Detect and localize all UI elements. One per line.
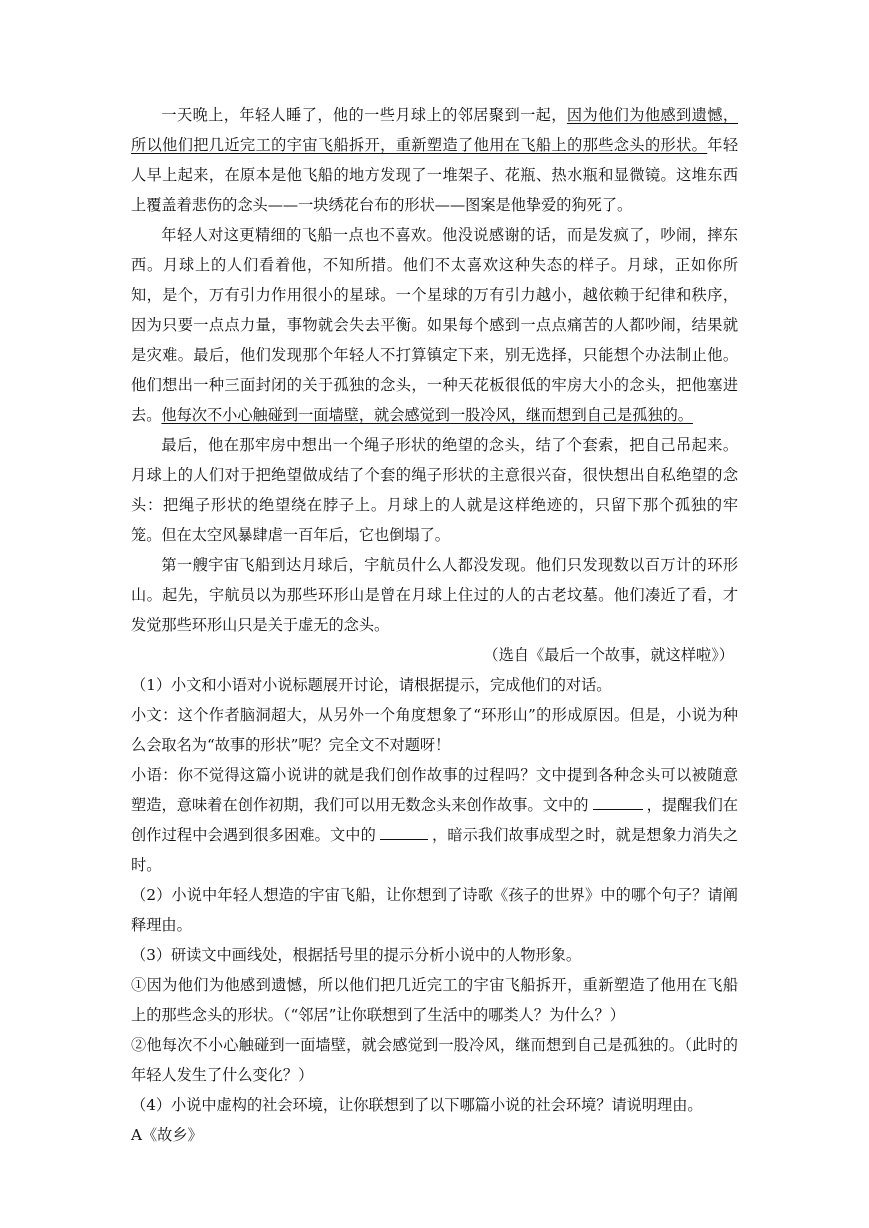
story-paragraph-2 (131, 220, 738, 430)
question-2: （2）小说中年轻人想造的宇宙飞船，让你想到了诗歌《孩子的世界》中的哪个句子？请阐释理由。 (131, 886, 738, 934)
question-3-item-1: ①因为他们为他感到遗憾，所以他们把几近完工的宇宙飞船拆开，重新塑造了他用在飞船上的那些念头的形状。（“邻居”让你联想到了生活中的哪类人？为什么？） (131, 976, 738, 1024)
story-paragraph-3: 最后，他在那牢房中想出一个绳子形状的绝望的念头，结了个套索，把自己吊起来。月球上的人们对于把绝望做成结了个套的绳子形状的主意很兴奋，很快想出自私绝望的念头：把绳子形状的绝望绕在脖子上。月球上的人就是这样绝迹的，只留下那个孤独的牢笼。但在太空风暴肆虐一百年后，它也倒塌了。 (131, 436, 738, 544)
text-run: ，暗示我们故事成型之时，就是想象力消失之时。 (131, 826, 739, 874)
source-citation: （选自《最后一个故事，就这样啦》） (483, 646, 734, 664)
underlined-sentence-1: 因为他们为他感到遗憾，所以他们把几近完工的宇宙飞船拆开，重新塑造了他用在飞船上的那些念头的形状。 (131, 106, 739, 154)
story-paragraph-1 (131, 100, 738, 220)
dialogue-xiaoyu (131, 760, 738, 880)
dialogue-xiaowen: 小文：这个作者脑洞超大，从另外一个角度想象了“环形山”的形成原因。但是，小说为种么会取名为“故事的形状”呢？完全文不对题呀！ (131, 706, 738, 754)
story-paragraph-4: 第一艘宇宙飞船到达月球后，宇航员什么人都没发现。他们只发现数以百万计的环形山。起先，宇航员以为那些环形山是曾在月球上住过的人的古老坟墓。他们凑近了看，才发觉那些环形山只是关于虚无的念头。 (131, 556, 738, 634)
option-a: A《故乡》 (131, 1126, 203, 1144)
underlined-sentence-2: 他每次不小心触碰到一面墙壁，就会感觉到一股冷风，继而想到自己是孤独的。 (161, 406, 693, 424)
document-page (131, 100, 738, 1150)
text-run: 年轻人对这更精细的飞船一点也不喜欢。他没说感谢的话，而是发疯了，吵闹，摔东西。月球上的人们看着他，不知所措。他们不太喜欢这种失态的样子。月球，正如你所知，是个，万有引力作用很小的星球。一个星球的万有引力越小，越依赖于纪律和秩序，因为只要一点点力量，事物就会失去平衡。如果每个感到一点点痛苦的人都吵闹，结果就是灾难。最后，他们发现那个年轻人不打算镇定下来，别无选择，只能想个办法制止他。他们想出一种三面封闭的关于孤独的念头，一种天花板很低的牢房大小的念头，把他塞进去。 (131, 226, 738, 424)
question-3-item-2: ②他每次不小心触碰到一面墙壁，就会感觉到一股冷风，继而想到自己是孤独的。（此时的年轻人发生了什么变化？） (131, 1036, 738, 1084)
question-1: （1）小文和小语对小说标题展开讨论，请根据提示，完成他们的对话。 (131, 676, 612, 694)
question-3: （3）研读文中画线处，根据括号里的提示分析小说中的人物形象。 (131, 946, 582, 964)
answer-blank-1[interactable] (593, 792, 643, 810)
text-run: 小语：你不觉得这篇小说讲的就是我们创作故事的过程吗？文中提到各种念头可以被随意塑造，意味着在创作初期，我们可以用无数念头来创作故事。文中的 (131, 766, 738, 814)
text-run: 一天晚上，年轻人睡了，他的一些月球上的邻居聚到一起， (161, 106, 567, 124)
question-4: （4）小说中虚构的社会环境，让你联想到了以下哪篇小说的社会环境？请说明理由。 (131, 1096, 703, 1114)
text-run: 年轻人早上起来，在原本是他飞船的地方发现了一堆架子、花瓶、热水瓶和显微镜。这堆东西上覆盖着悲伤的念头——一块绣花台布的形状——图案是他挚爱的狗死了。 (131, 136, 739, 214)
text-run: ，提醒我们在创作过程中会遇到很多困难。文中的 (131, 796, 738, 844)
answer-blank-2[interactable] (380, 822, 428, 840)
